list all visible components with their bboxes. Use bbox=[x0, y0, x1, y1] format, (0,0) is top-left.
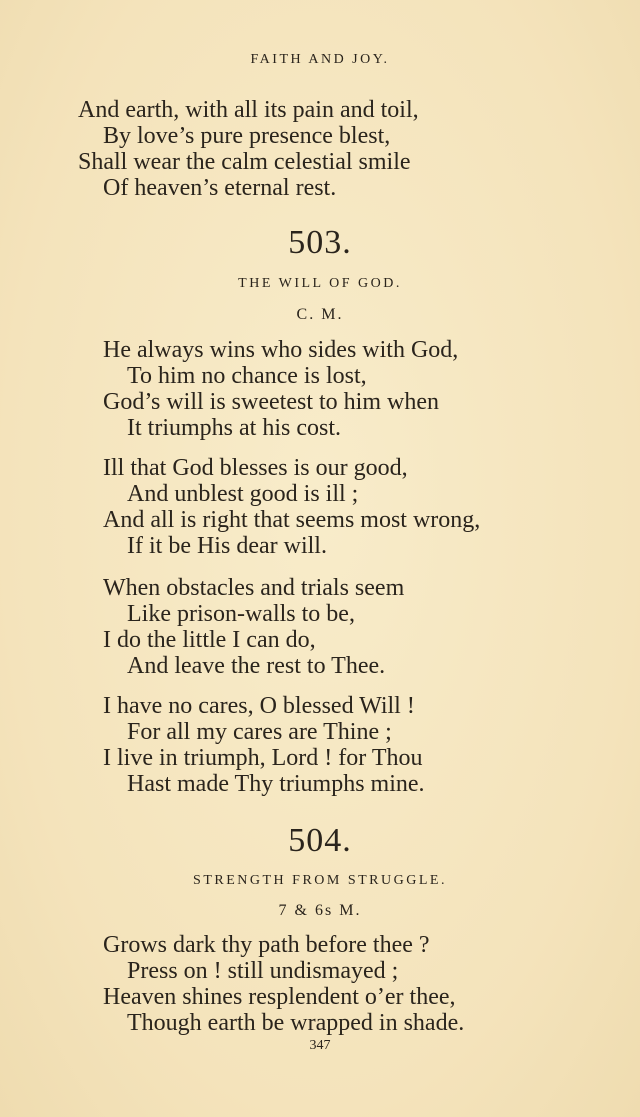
verse-line: And all is right that seems most wrong, bbox=[103, 507, 481, 533]
hymn-meter: C. M. bbox=[296, 306, 344, 323]
verse-line: It triumphs at his cost. bbox=[127, 415, 341, 441]
verse-line: By love’s pure presence blest, bbox=[103, 123, 391, 149]
verse-line: For all my cares are Thine ; bbox=[127, 719, 392, 745]
verse-line: And unblest good is ill ; bbox=[127, 481, 359, 507]
verse-line: To him no chance is lost, bbox=[127, 363, 367, 389]
verse-line: Like prison-walls to be, bbox=[127, 601, 355, 627]
verse-line: I have no cares, O blessed Will ! bbox=[103, 693, 415, 719]
verse-line: Though earth be wrapped in shade. bbox=[127, 1010, 465, 1036]
running-header: FAITH AND JOY. bbox=[250, 52, 390, 67]
verse-line: When obstacles and trials seem bbox=[103, 575, 405, 601]
verse-line: And leave the rest to Thee. bbox=[127, 653, 386, 679]
hymn-number: 504. bbox=[288, 822, 352, 859]
verse-line: Ill that God blesses is our good, bbox=[103, 455, 408, 481]
verse-line: If it be His dear will. bbox=[127, 533, 327, 559]
hymn-title: STRENGTH FROM STRUGGLE. bbox=[193, 873, 447, 888]
verse-line: Shall wear the calm celestial smile bbox=[78, 149, 411, 175]
verse-line: God’s will is sweetest to him when bbox=[103, 389, 439, 415]
verse-line: Of heaven’s eternal rest. bbox=[103, 175, 337, 201]
page-number: 347 bbox=[309, 1038, 331, 1053]
verse-line: Heaven shines resplendent o’er thee, bbox=[103, 984, 456, 1010]
hymn-meter: 7 & 6s M. bbox=[278, 902, 362, 919]
verse-line: Hast made Thy triumphs mine. bbox=[127, 771, 425, 797]
verse-line: I do the little I can do, bbox=[103, 627, 316, 653]
verse-line: I live in triumph, Lord ! for Thou bbox=[103, 745, 423, 771]
verse-line: Press on ! still undismayed ; bbox=[127, 958, 399, 984]
hymn-number: 503. bbox=[288, 224, 352, 261]
verse-line: And earth, with all its pain and toil, bbox=[78, 97, 419, 123]
verse-line: Grows dark thy path before thee ? bbox=[103, 932, 430, 958]
hymn-title: THE WILL OF GOD. bbox=[238, 276, 402, 291]
verse-line: He always wins who sides with God, bbox=[103, 337, 459, 363]
